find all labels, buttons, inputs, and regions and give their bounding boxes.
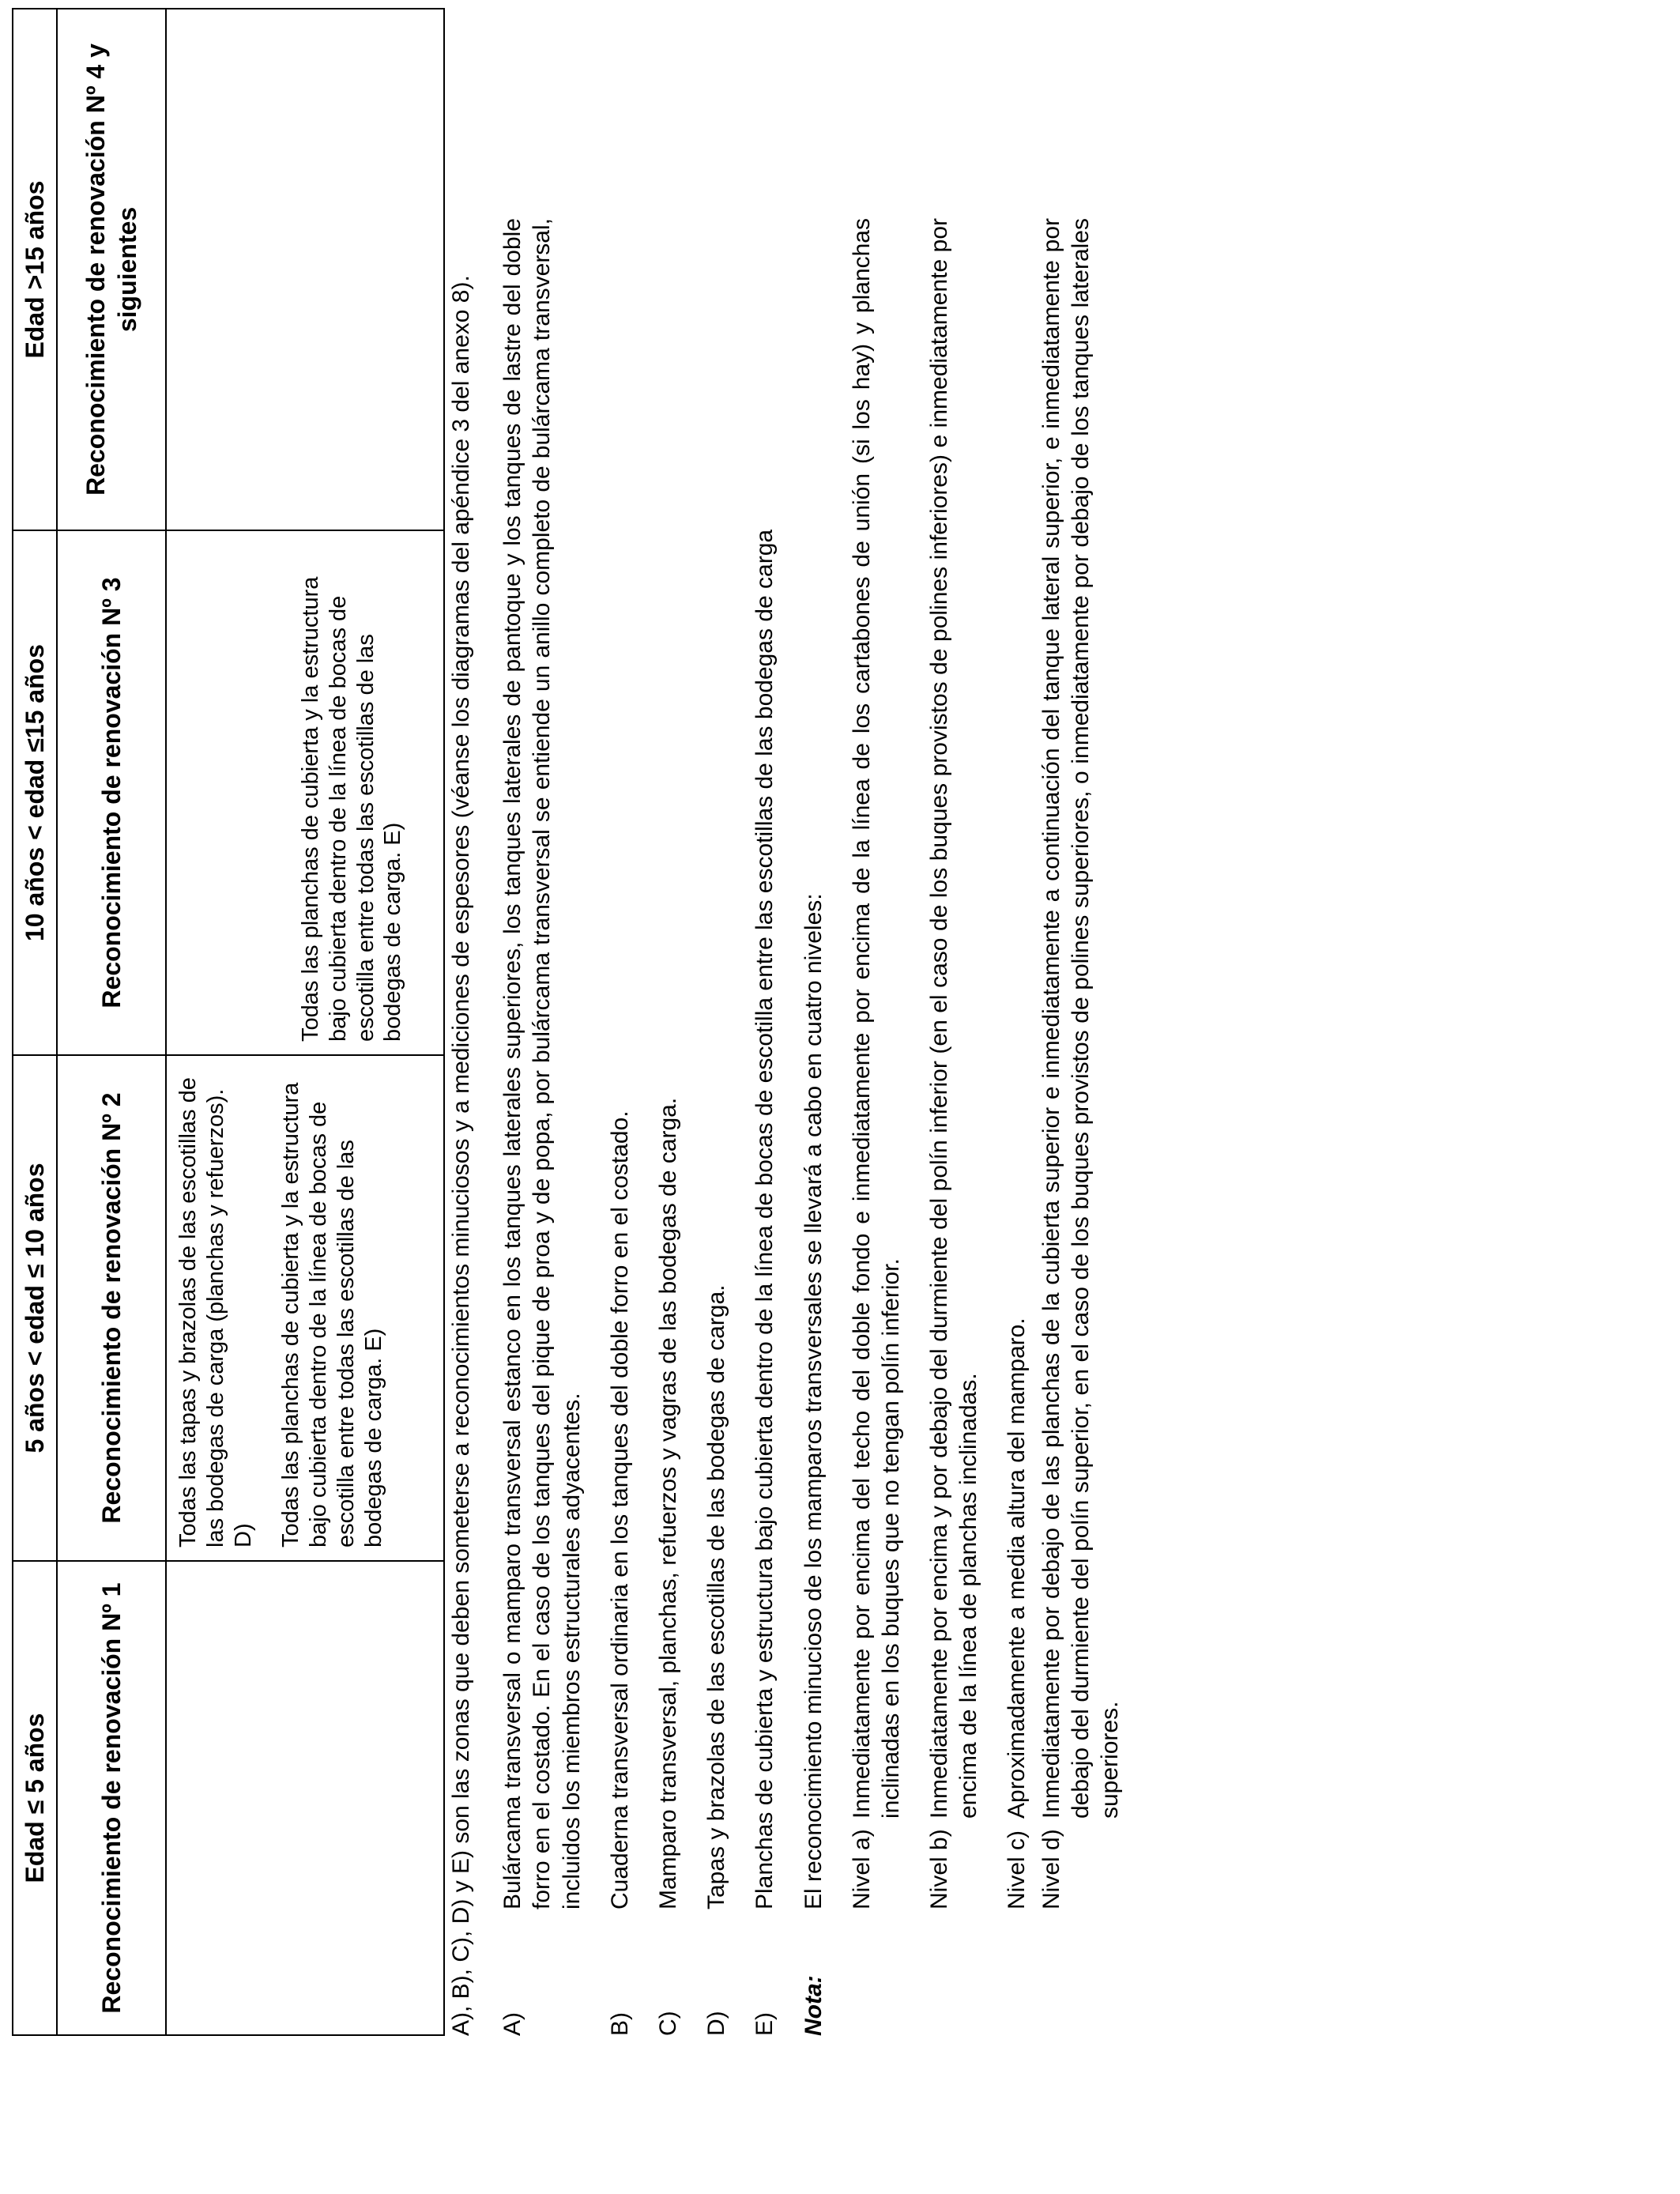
note-label: D)	[703, 2011, 730, 2036]
survey-header-2: Reconocimiento de renovación Nº 2	[57, 1055, 166, 1561]
cell-3-paragraph-1: Todas las planchas de cubierta y la estructura bajo cubierta dentro de la línea de bocas de escotilla entre todas las escotillas de las bodegas de carga. E)	[298, 576, 406, 1042]
renewal-survey-table	[12, 8, 445, 2036]
level-c	[1002, 218, 1031, 1909]
note-item-b	[605, 218, 635, 2036]
level-text: Inmediatamente por encima y por debajo del durmiente del polín inferior (en el caso de los buques provistos de polines inferiores) e inmediatamente por encima de la línea de planchas inclinadas.	[926, 218, 982, 1819]
level-label: Nivel d)	[1038, 1829, 1064, 1909]
note-item-d	[702, 218, 731, 2036]
level-a	[847, 218, 906, 1909]
note-label: E)	[751, 2012, 778, 2036]
cell-survey-1	[166, 1561, 444, 2035]
level-label: Nivel c)	[1004, 1830, 1030, 1909]
notes-section	[446, 218, 1143, 2036]
level-label: Nivel b)	[926, 1829, 953, 1909]
cell-2-paragraph-2: Todas las planchas de cubierta y la estructura bajo cubierta dentro de la línea de bocas de escotilla entre todas las escotillas de las bodegas de carga. E)	[278, 1082, 386, 1547]
cell-survey-2	[166, 1055, 444, 1561]
survey-header-row	[57, 9, 166, 2035]
age-header-row	[13, 9, 57, 2035]
notes-intro: A), B), C), D) y E) son las zonas que deben someterse a reconocimientos minuciosos y a mediciones de espesores (véanse los diagramas del apéndice 3 del anexo 8).	[448, 275, 474, 2036]
cell-survey-4	[166, 9, 444, 530]
age-header-1: Edad ≤ 5 años	[13, 1561, 57, 2035]
survey-header-4: Reconocimiento de renovación Nº 4 y siguientes	[57, 9, 166, 530]
nota-text: El reconocimiento minucioso de los mamparos transversales se llevará a cabo en cuatro niveles:	[800, 893, 827, 1909]
level-label: Nivel a)	[848, 1829, 875, 1909]
note-label: C)	[654, 2011, 681, 2036]
age-header-3: 10 años < edad ≤15 años	[13, 530, 57, 1055]
note-text: Bulárcama transversal o mamparo transversal estanco en los tanques laterales superiores, los tanques laterales de pantoque y los tanques de lastre del doble forro en el costado. En el caso de los tanques del pique de proa y de popa, por bulárcama transversal se entiende un anillo completo de bulárcama transversal, incluidos los miembros estructurales adyacentes.	[499, 218, 585, 1909]
level-d	[1037, 218, 1125, 1909]
note-text: Cuaderna transversal ordinaria en los tanques del doble forro en el costado.	[606, 1110, 633, 1909]
cell-2-paragraph-1: Todas las tapas y brazolas de las escotillas de las bodegas de carga (planchas y refuerzos). D)	[175, 1077, 256, 1547]
survey-header-3: Reconocimiento de renovación Nº 3	[57, 530, 166, 1055]
level-text: Inmediatamente por debajo de las planchas de la cubierta superior e inmediatamente a continuación del tanque lateral superior, e inmediatamente por debajo del durmiente del polín superior, en el caso de los buques provistos de polines superiores, o inmediatamente por debajo de los tanques laterales superiores.	[1038, 218, 1123, 1819]
note-text: Tapas y brazolas de las escotillas de las bodegas de carga.	[703, 1284, 730, 1909]
note-item-e	[750, 218, 779, 2036]
note-text: Planchas de cubierta y estructura bajo cubierta dentro de la línea de bocas de escotilla entre las escotillas de las bodegas de carga	[751, 529, 778, 1909]
nota-paragraph	[799, 218, 828, 2036]
survey-header-1: Reconocimiento de renovación Nº 1	[57, 1561, 166, 2035]
level-b	[925, 218, 983, 1909]
nota-label: Nota:	[800, 1975, 827, 2036]
note-text: Mamparo transversal, planchas, refuerzos y vagras de las bodegas de carga.	[654, 1097, 681, 1909]
level-text: Inmediatamente por encima del techo del doble fondo e inmediatamente por encima de la línea de los cartabones de unión (si los hay) y planchas inclinadas en los buques que no tengan polín inferior.	[848, 218, 904, 1819]
note-item-c	[654, 218, 683, 2036]
note-label: B)	[606, 2012, 633, 2036]
table-body-row	[166, 9, 444, 2035]
cell-survey-3	[166, 530, 444, 1055]
levels-list	[847, 218, 1125, 1909]
age-header-4: Edad >15 años	[13, 9, 57, 530]
note-label: A)	[499, 2012, 526, 2036]
note-item-a	[498, 218, 586, 2036]
age-header-2: 5 años < edad ≤ 10 años	[13, 1055, 57, 1561]
level-text: Aproximadamente a media altura del mamparo.	[1004, 1318, 1030, 1819]
